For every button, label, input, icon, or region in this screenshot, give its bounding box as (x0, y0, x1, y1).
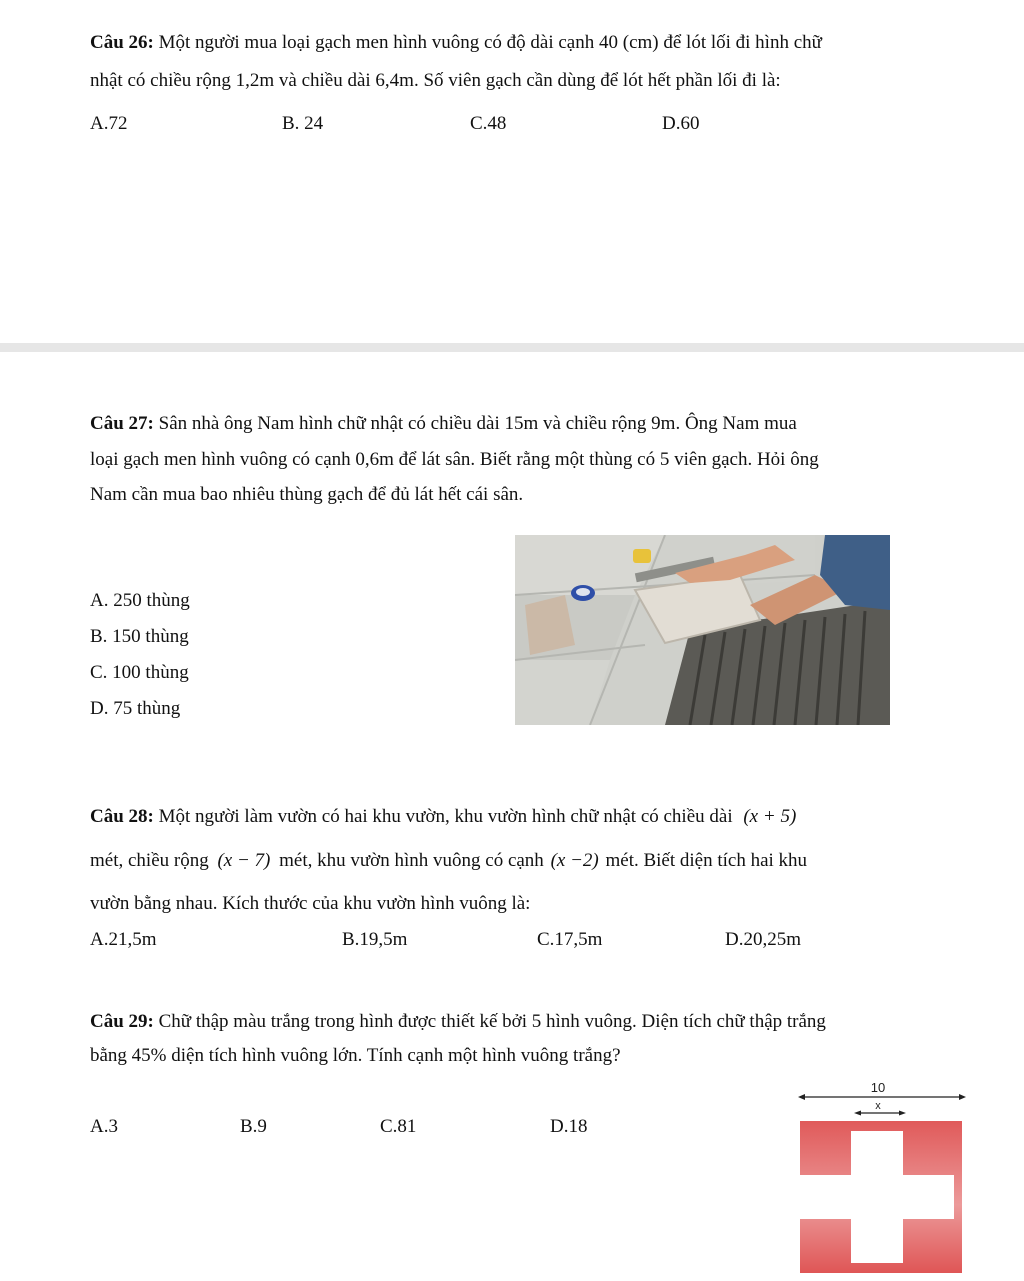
q28-label: Câu 28: (90, 806, 154, 827)
q27-option-c: C. 100 thùng (90, 662, 189, 683)
q27-option-d: D. 75 thùng (90, 698, 181, 719)
q28-text-1: Một người làm vườn có hai khu vườn, khu vườn hình chữ nhật có chiều dài (153, 806, 733, 827)
q28-text-2b: mét, khu vườn hình vuông có cạnh (279, 850, 544, 871)
q26-line2: nhật có chiều rộng 1,2m và chiều dài 6,4m. Số viên gạch cần dùng để lót hết phần lối đi là: (90, 70, 781, 91)
q26-option-c: C.48 (470, 113, 507, 134)
q28-expr-length: (x + 5) (743, 806, 797, 827)
q29-option-d: D.18 (550, 1116, 588, 1137)
q28-text-2c: mét. Biết diện tích hai khu (605, 850, 808, 871)
q28-line3: vườn bằng nhau. Kích thước của khu vườn hình vuông là: (90, 893, 531, 914)
q26-label: Câu 26: (90, 32, 154, 53)
q26-option-a: A.72 (90, 113, 128, 134)
page-divider (0, 343, 1024, 352)
q29-option-a: A.3 (90, 1116, 118, 1137)
cross-figure (790, 1076, 975, 1276)
q29-line1 (90, 1011, 826, 1033)
q28-line2 (90, 850, 807, 872)
q28-option-b: B.19,5m (342, 929, 408, 950)
q29-option-b: B.9 (240, 1116, 267, 1137)
q28-expr-side: (x −2) (550, 850, 599, 871)
figure-label-x: x (875, 1100, 881, 1112)
q28-option-a: A.21,5m (90, 929, 157, 950)
q27-label: Câu 27: (90, 413, 154, 434)
q26-line1 (90, 32, 822, 54)
q29-line2: bằng 45% diện tích hình vuông lớn. Tính cạnh một hình vuông trắng? (90, 1045, 621, 1066)
q28-line1 (90, 806, 796, 828)
q26-option-d: D.60 (662, 113, 700, 134)
q27-text-1: Sân nhà ông Nam hình chữ nhật có chiều dài 15m và chiều rộng 9m. Ông Nam mua (153, 413, 797, 434)
q28-text-2a: mét, chiều rộng (90, 850, 209, 871)
q28-option-d: D.20,25m (725, 929, 801, 950)
q27-option-b: B. 150 thùng (90, 626, 189, 647)
q29-text-1: Chữ thập màu trắng trong hình được thiết kế bởi 5 hình vuông. Diện tích chữ thập trắng (153, 1011, 826, 1032)
figure-label-10: 10 (870, 1080, 886, 1095)
q27-line1 (90, 413, 797, 435)
q26-option-b: B. 24 (282, 113, 324, 134)
q27-line3: Nam cần mua bao nhiêu thùng gạch để đủ lát hết cái sân. (90, 484, 524, 505)
q26-text-1: Một người mua loại gạch men hình vuông có độ dài cạnh 40 (cm) để lót lối đi hình chữ (153, 32, 822, 53)
q27-line2: loại gạch men hình vuông có cạnh 0,6m để lát sân. Biết rằng một thùng có 5 viên gạch. Hỏi ông (90, 449, 819, 470)
tile-laying-photo (515, 535, 890, 725)
q28-option-c: C.17,5m (537, 929, 603, 950)
q28-expr-width: (x − 7) (217, 850, 271, 871)
q29-option-c: C.81 (380, 1116, 417, 1137)
q27-option-a: A. 250 thùng (90, 590, 190, 611)
q29-label: Câu 29: (90, 1011, 154, 1032)
